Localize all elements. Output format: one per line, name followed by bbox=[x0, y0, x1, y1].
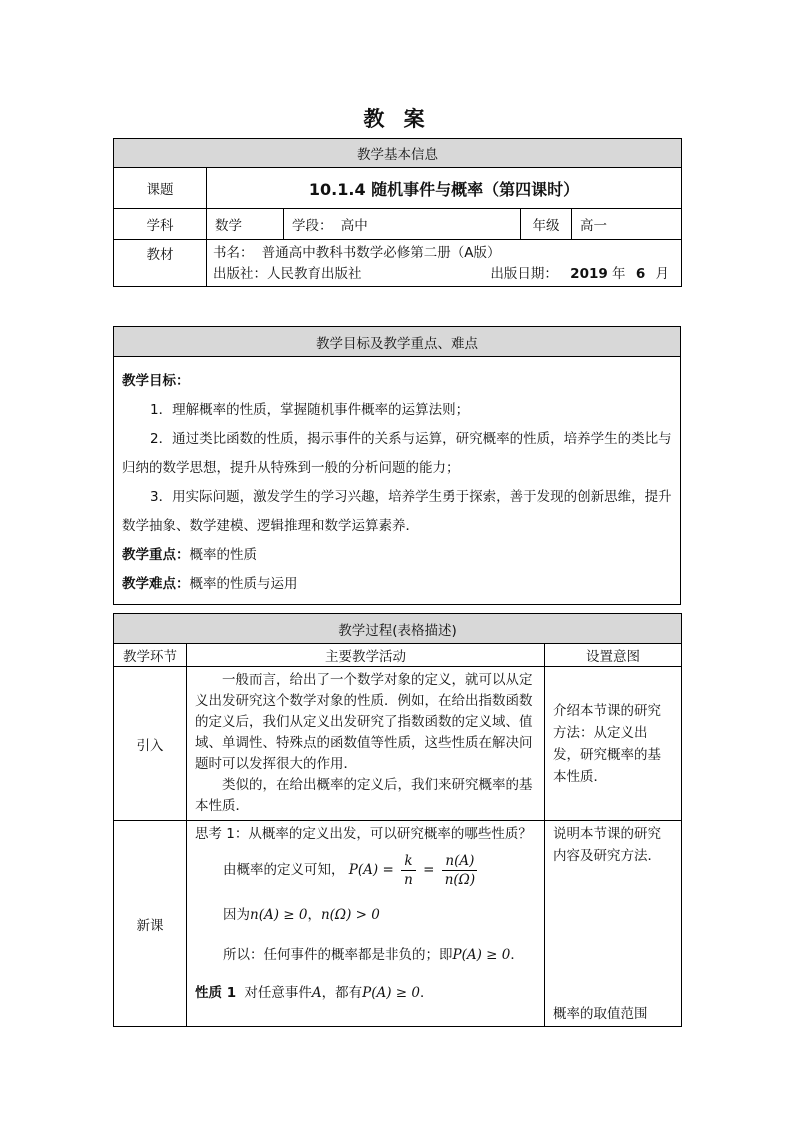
subject-label: 学科 bbox=[114, 209, 207, 240]
def-text: 由概率的定义可知， bbox=[223, 862, 345, 878]
material-cell bbox=[207, 240, 682, 287]
fraction-nA-over-nOmega bbox=[442, 852, 478, 889]
goal-item: 1．理解概率的性质，掌握随机事件概率的运算法则； bbox=[150, 402, 470, 418]
difficulty-label: 教学难点： bbox=[122, 576, 190, 592]
new-intent-text: 说明本节课的研究内容及研究方法． bbox=[553, 826, 661, 864]
key-label: 教学重点： bbox=[122, 547, 190, 563]
goal-label: 教学目标： bbox=[122, 373, 190, 389]
objectives-header: 教学目标及教学重点、难点 bbox=[114, 327, 681, 357]
because-sep: ， bbox=[307, 907, 321, 923]
intro-activity bbox=[187, 667, 545, 821]
property-1-line bbox=[195, 981, 538, 1005]
so-line bbox=[195, 943, 538, 967]
objectives-table bbox=[113, 326, 681, 605]
objectives-body bbox=[114, 357, 681, 605]
pubdate-month-unit: 月 bbox=[655, 265, 670, 282]
think-question: 思考 1：从概率的定义出发，可以研究概率的哪些性质？ bbox=[195, 826, 532, 842]
key-value: 概率的性质 bbox=[189, 547, 257, 563]
new-intent bbox=[545, 821, 682, 1027]
publisher-label: 出版社： bbox=[213, 265, 267, 282]
new-activity bbox=[187, 821, 545, 1027]
def-formula-lhs: P(A) = bbox=[348, 862, 394, 878]
definition-line bbox=[195, 851, 538, 889]
intro-intent: 介绍本节课的研究方法：从定义出发，研究概率的基本性质． bbox=[545, 667, 682, 821]
basic-info-table bbox=[113, 138, 682, 287]
col-stage-header: 教学环节 bbox=[114, 644, 187, 667]
frac1-num: k bbox=[401, 852, 415, 871]
subject-value: 数学 bbox=[207, 209, 284, 240]
frac2-den: n(Ω) bbox=[444, 871, 476, 888]
frac1-den: n bbox=[404, 871, 413, 888]
stage-label: 学段： bbox=[292, 218, 333, 234]
property-end: ． bbox=[420, 985, 434, 1001]
difficulty-value: 概率的性质与运用 bbox=[189, 576, 298, 592]
because-math-2: n(Ω) > 0 bbox=[320, 907, 380, 923]
because-math-1: n(A) ≥ 0 bbox=[250, 907, 308, 923]
goal-item: 2．通过类比函数的性质，揭示事件的关系与运算，研究概率的性质，培养学生的类比与归纳的数学思想，提升从特殊到一般的分析问题的能力； bbox=[122, 431, 672, 476]
property-math: P(A) ≥ 0 bbox=[362, 985, 420, 1001]
new-intent-range: 概率的取值范围 bbox=[553, 1006, 648, 1022]
publisher-value: 人民教育出版社 bbox=[267, 265, 362, 282]
stage-value: 高中 bbox=[340, 218, 368, 234]
goal-item: 3．用实际问题，激发学生的学习兴趣，培养学生勇于探索，善于发现的创新思维，提升数学抽象、数学建模、逻辑推理和数学运算素养． bbox=[122, 489, 672, 534]
pubdate-label: 出版日期： bbox=[490, 265, 558, 282]
so-text: 所以：任何事件的概率都是非负的；即 bbox=[223, 947, 453, 963]
so-end: ． bbox=[510, 947, 524, 963]
basic-info-header: 教学基本信息 bbox=[114, 139, 682, 168]
book-line bbox=[213, 243, 675, 264]
col-intent-header: 设置意图 bbox=[545, 644, 682, 667]
material-label: 教材 bbox=[114, 240, 207, 287]
property-text-2: ，都有 bbox=[321, 985, 363, 1001]
page-title: 教 案 bbox=[363, 107, 431, 131]
book-value: 普通高中教科书数学必修第二册（A版） bbox=[261, 244, 501, 261]
property-text: 对任意事件 bbox=[244, 985, 312, 1001]
grade-value: 高一 bbox=[572, 209, 682, 240]
property-var: A bbox=[311, 985, 322, 1001]
because-text: 因为 bbox=[223, 907, 250, 923]
property-label: 性质 1 bbox=[195, 985, 237, 1001]
fraction-k-over-n bbox=[401, 852, 416, 889]
col-activity-header: 主要教学活动 bbox=[187, 644, 545, 667]
grade-label: 年级 bbox=[521, 209, 572, 240]
because-line bbox=[195, 903, 538, 927]
pubdate-month: 6 bbox=[635, 265, 646, 282]
process-header: 教学过程(表格描述) bbox=[114, 614, 682, 644]
pubdate-year: 2019 bbox=[570, 265, 608, 282]
difficulty-point bbox=[122, 570, 672, 599]
publisher-line bbox=[213, 264, 675, 285]
intro-paragraph: 类似的，在给出概率的定义后，我们来研究概率的基本性质． bbox=[195, 777, 533, 814]
stage-cell bbox=[284, 209, 521, 240]
topic-label: 课题 bbox=[114, 168, 207, 209]
pubdate-year-unit: 年 bbox=[612, 265, 626, 282]
lesson-title: 10.1.4 随机事件与概率（第四课时） bbox=[207, 168, 682, 209]
frac2-num: n(A) bbox=[442, 852, 477, 871]
key-point bbox=[122, 541, 672, 570]
equals-sign: = bbox=[423, 862, 435, 878]
new-stage: 新课 bbox=[114, 821, 187, 1027]
intro-paragraph: 一般而言，给出了一个数学对象的定义，就可以从定义出发研究这个数学对象的性质．例如，在给出指数函数的定义后，我们从定义出发研究了指数函数的定义域、值域、单调性、特殊点的函数值等性质，这些性质在解决问题时可以发挥很大的作用． bbox=[195, 672, 533, 772]
intro-stage: 引入 bbox=[114, 667, 187, 821]
process-table bbox=[113, 613, 682, 1027]
so-math: P(A) ≥ 0 bbox=[452, 947, 511, 963]
book-label: 书名： bbox=[213, 244, 254, 261]
